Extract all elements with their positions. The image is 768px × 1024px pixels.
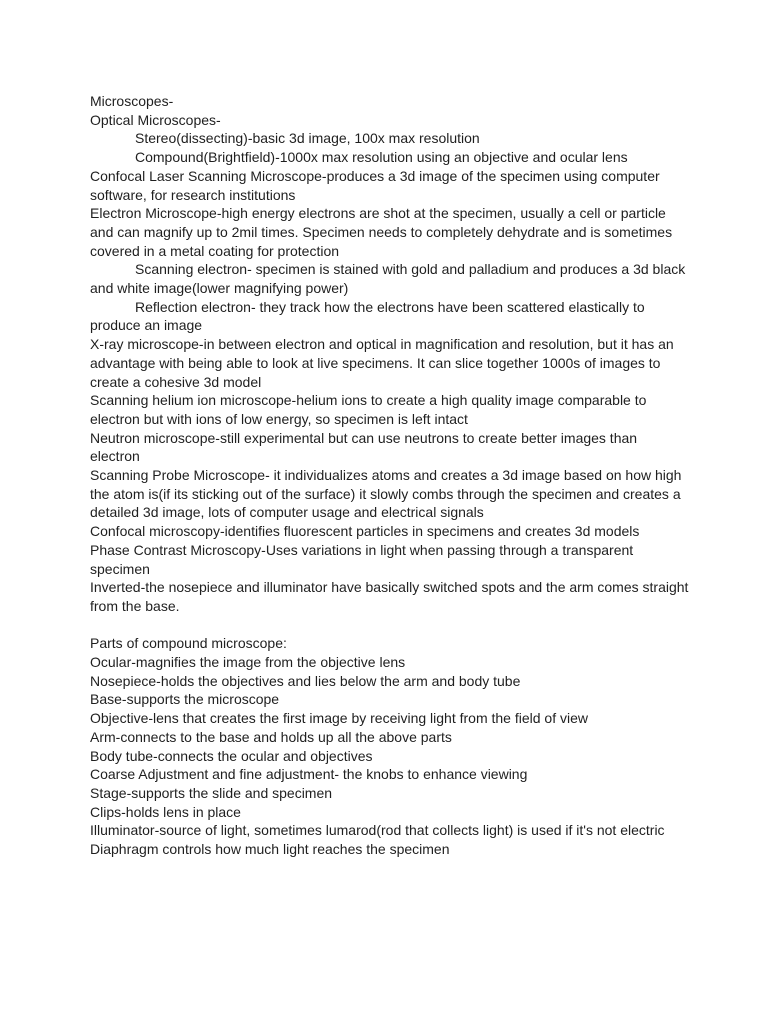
helium-ion-paragraph: Scanning helium ion microscope-helium ions to create a high quality image comparable to electron but with ions of low energy, so specimen is left intact xyxy=(90,392,647,427)
part-clips: Clips-holds lens in place xyxy=(90,803,241,820)
document-body xyxy=(90,92,690,859)
inverted-paragraph: Inverted-the nosepiece and illuminator have basically switched spots and the arm comes straight from the base. xyxy=(90,579,689,614)
part-illuminator: Illuminator-source of light, sometimes lumarod(rod that collects light) is used if it's not electric xyxy=(90,822,665,839)
part-objective: Objective-lens that creates the first image by receiving light from the field of view xyxy=(90,710,588,727)
stereo-paragraph: Stereo(dissecting)-basic 3d image, 100x max resolution xyxy=(135,130,480,147)
part-body-tube: Body tube-connects the ocular and objectives xyxy=(90,747,373,764)
scanning-probe-paragraph: Scanning Probe Microscope- it individualizes atoms and creates a 3d image based on how high the atom is(if its sticking out of the surface) it slowly combs through the specimen and creates a detailed 3d image, lots of computer usage and electrical signals xyxy=(90,467,682,521)
blank-line xyxy=(90,616,690,635)
electron-paragraph: Electron Microscope-high energy electrons are shot at the specimen, usually a cell or particle and can magnify up to 2mil times. Specimen needs to completely dehydrate and is sometimes covered in a metal coating for protection xyxy=(90,205,673,259)
xray-paragraph: X-ray microscope-in between electron and optical in magnification and resolution, but it has an advantage with being able to look at live specimens. It can slice together 1000s of images to create a cohesive 3d model xyxy=(90,336,674,390)
phase-contrast-paragraph: Phase Contrast Microscopy-Uses variations in light when passing through a transparent specimen xyxy=(90,541,634,577)
reflection-electron-paragraph: Reflection electron- they track how the electrons have been scattered elastically to produce an image xyxy=(90,298,645,334)
neutron-paragraph: Neutron microscope-still experimental but can use neutrons to create better images than electron xyxy=(90,429,638,465)
confocal-microscopy-paragraph: Confocal microscopy-identifies fluorescent particles in specimens and creates 3d models xyxy=(90,523,640,540)
compound-paragraph: Compound(Brightfield)-1000x max resolution using an objective and ocular lens xyxy=(135,149,628,166)
part-diaphragm: Diaphragm controls how much light reaches the specimen xyxy=(90,841,450,858)
optical-heading: Optical Microscopes- xyxy=(90,111,221,128)
document-heading: Microscopes- xyxy=(90,93,174,109)
part-base: Base-supports the microscope xyxy=(90,691,280,708)
scanning-electron-paragraph: Scanning electron- specimen is stained with gold and palladium and produces a 3d black and white image(lower magnifying power) xyxy=(90,261,686,297)
part-stage: Stage-supports the slide and specimen xyxy=(90,785,333,801)
part-ocular: Ocular-magnifies the image from the objective lens xyxy=(90,654,406,671)
part-arm: Arm-connects to the base and holds up all the above parts xyxy=(90,728,452,745)
part-nosepiece: Nosepiece-holds the objectives and lies below the arm and body tube xyxy=(90,672,521,689)
parts-heading: Parts of compound microscope: xyxy=(90,635,287,652)
part-adjustment: Coarse Adjustment and fine adjustment- the knobs to enhance viewing xyxy=(90,766,528,783)
confocal-laser-paragraph: Confocal Laser Scanning Microscope-produces a 3d image of the specimen using computer software, for research institutions xyxy=(90,167,660,203)
